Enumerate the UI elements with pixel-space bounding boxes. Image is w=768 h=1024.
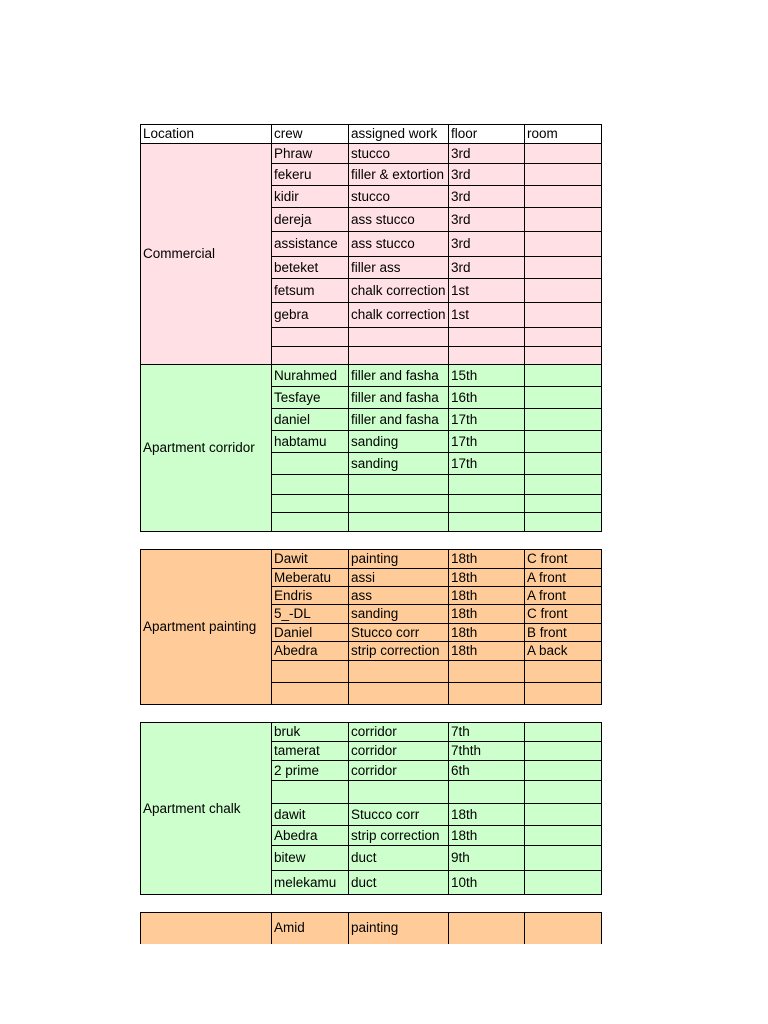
assigned-work-header: assigned work — [349, 125, 449, 144]
floor-cell: 18th — [449, 624, 525, 642]
room-cell — [525, 826, 602, 846]
assigned-work-cell: filler and fasha — [349, 387, 449, 409]
crew-cell — [272, 475, 349, 495]
crew-cell: fetsum — [272, 279, 349, 303]
floor-cell — [449, 781, 525, 804]
assigned-work-cell: filler and fasha — [349, 409, 449, 431]
floor-cell — [449, 661, 525, 683]
schedule-table-partial — [140, 912, 602, 944]
table-row — [141, 365, 602, 387]
room-cell — [525, 871, 602, 895]
crew-cell: bitew — [272, 846, 349, 871]
crew-cell: Amid — [272, 913, 349, 944]
crew-cell: Dawit — [272, 550, 349, 569]
assigned-work-cell: filler ass — [349, 257, 449, 279]
assigned-work-cell: ass — [349, 587, 449, 605]
crew-cell: Nurahmed — [272, 365, 349, 387]
crew-cell: Meberatu — [272, 569, 349, 587]
crew-cell: assistance — [272, 232, 349, 257]
floor-header: floor — [449, 125, 525, 144]
crew-cell: 2 prime — [272, 761, 349, 781]
room-cell — [525, 913, 602, 944]
crew-cell: daniel — [272, 409, 349, 431]
assigned-work-cell: corridor — [349, 742, 449, 761]
assigned-work-cell — [349, 513, 449, 532]
room-cell — [525, 495, 602, 513]
crew-cell: melekamu — [272, 871, 349, 895]
room-cell: C front — [525, 605, 602, 624]
floor-cell: 18th — [449, 605, 525, 624]
floor-cell — [449, 475, 525, 495]
floor-cell: 18th — [449, 587, 525, 605]
assigned-work-cell: sanding — [349, 605, 449, 624]
crew-cell — [272, 661, 349, 683]
room-cell: A back — [525, 642, 602, 661]
assigned-work-cell: Stucco corr — [349, 624, 449, 642]
floor-cell: 16th — [449, 387, 525, 409]
room-cell — [525, 164, 602, 186]
schedule-table-chalk — [140, 722, 602, 895]
assigned-work-cell: chalk correction — [349, 303, 449, 328]
location-header: Location — [141, 125, 272, 144]
floor-cell: 18th — [449, 804, 525, 826]
assigned-work-cell: ass stucco — [349, 232, 449, 257]
location-cell: Apartment chalk — [141, 723, 272, 895]
room-cell — [525, 661, 602, 683]
room-cell — [525, 513, 602, 532]
crew-cell: habtamu — [272, 431, 349, 453]
floor-cell: 3rd — [449, 164, 525, 186]
assigned-work-cell — [349, 683, 449, 705]
location-cell: Commercial — [141, 144, 272, 365]
room-cell — [525, 232, 602, 257]
assigned-work-cell: duct — [349, 871, 449, 895]
location-cell: Apartment corridor — [141, 365, 272, 532]
floor-cell: 18th — [449, 550, 525, 569]
assigned-work-cell: filler & extortion — [349, 164, 449, 186]
table-row — [141, 913, 602, 944]
room-cell — [525, 328, 602, 347]
schedule-table-painting — [140, 549, 602, 705]
crew-cell: dereja — [272, 208, 349, 232]
floor-cell: 10th — [449, 871, 525, 895]
floor-cell: 3rd — [449, 186, 525, 208]
crew-cell — [272, 347, 349, 365]
room-cell — [525, 279, 602, 303]
crew-cell: gebra — [272, 303, 349, 328]
assigned-work-cell: stucco — [349, 144, 449, 164]
crew-cell: 5_-DL — [272, 605, 349, 624]
room-cell — [525, 804, 602, 826]
floor-cell: 17th — [449, 431, 525, 453]
assigned-work-cell: stucco — [349, 186, 449, 208]
table-row — [141, 144, 602, 164]
crew-cell: fekeru — [272, 164, 349, 186]
room-cell — [525, 846, 602, 871]
location-cell: Apartment painting — [141, 550, 272, 705]
room-cell — [525, 409, 602, 431]
floor-cell — [449, 513, 525, 532]
floor-cell: 6th — [449, 761, 525, 781]
schedule-table-main — [140, 124, 602, 532]
assigned-work-cell: painting — [349, 913, 449, 944]
room-cell — [525, 683, 602, 705]
floor-cell: 7th — [449, 723, 525, 742]
room-cell — [525, 208, 602, 232]
floor-cell — [449, 347, 525, 365]
table-row — [141, 723, 602, 742]
room-cell — [525, 144, 602, 164]
room-cell — [525, 781, 602, 804]
room-cell — [525, 347, 602, 365]
room-header: room — [525, 125, 602, 144]
header-row — [141, 125, 602, 144]
floor-cell: 18th — [449, 826, 525, 846]
table-row — [141, 550, 602, 569]
floor-cell: 18th — [449, 569, 525, 587]
crew-cell: Endris — [272, 587, 349, 605]
floor-cell: 9th — [449, 846, 525, 871]
floor-cell: 17th — [449, 453, 525, 475]
crew-cell — [272, 683, 349, 705]
room-cell — [525, 453, 602, 475]
floor-cell: 3rd — [449, 144, 525, 164]
crew-cell: dawit — [272, 804, 349, 826]
floor-cell: 17th — [449, 409, 525, 431]
floor-cell — [449, 913, 525, 944]
crew-cell: Phraw — [272, 144, 349, 164]
assigned-work-cell: ass stucco — [349, 208, 449, 232]
room-cell — [525, 186, 602, 208]
location-cell — [141, 913, 272, 944]
crew-cell — [272, 453, 349, 475]
crew-cell: beteket — [272, 257, 349, 279]
assigned-work-cell — [349, 661, 449, 683]
room-cell — [525, 761, 602, 781]
crew-cell — [272, 495, 349, 513]
crew-cell: Abedra — [272, 642, 349, 661]
crew-cell: Daniel — [272, 624, 349, 642]
crew-cell — [272, 328, 349, 347]
crew-cell — [272, 513, 349, 532]
floor-cell: 3rd — [449, 232, 525, 257]
room-cell — [525, 742, 602, 761]
assigned-work-cell: corridor — [349, 723, 449, 742]
assigned-work-cell: strip correction — [349, 826, 449, 846]
floor-cell: 18th — [449, 642, 525, 661]
crew-cell: tamerat — [272, 742, 349, 761]
assigned-work-cell: sanding — [349, 453, 449, 475]
room-cell — [525, 257, 602, 279]
assigned-work-cell: Stucco corr — [349, 804, 449, 826]
crew-cell: Abedra — [272, 826, 349, 846]
assigned-work-cell: filler and fasha — [349, 365, 449, 387]
floor-cell — [449, 495, 525, 513]
floor-cell: 7thth — [449, 742, 525, 761]
room-cell — [525, 303, 602, 328]
room-cell: A front — [525, 587, 602, 605]
room-cell — [525, 387, 602, 409]
assigned-work-cell — [349, 495, 449, 513]
floor-cell — [449, 683, 525, 705]
room-cell — [525, 365, 602, 387]
room-cell — [525, 431, 602, 453]
crew-header: crew — [272, 125, 349, 144]
assigned-work-cell: duct — [349, 846, 449, 871]
floor-cell — [449, 328, 525, 347]
room-cell: A front — [525, 569, 602, 587]
assigned-work-cell: chalk correction — [349, 279, 449, 303]
floor-cell: 1st — [449, 303, 525, 328]
assigned-work-cell — [349, 347, 449, 365]
floor-cell: 3rd — [449, 257, 525, 279]
floor-cell: 3rd — [449, 208, 525, 232]
room-cell — [525, 723, 602, 742]
assigned-work-cell: painting — [349, 550, 449, 569]
assigned-work-cell: sanding — [349, 431, 449, 453]
room-cell: B front — [525, 624, 602, 642]
crew-cell: bruk — [272, 723, 349, 742]
assigned-work-cell — [349, 475, 449, 495]
room-cell: C front — [525, 550, 602, 569]
assigned-work-cell: strip correction — [349, 642, 449, 661]
crew-cell: kidir — [272, 186, 349, 208]
floor-cell: 1st — [449, 279, 525, 303]
assigned-work-cell: corridor — [349, 761, 449, 781]
assigned-work-cell — [349, 328, 449, 347]
assigned-work-cell — [349, 781, 449, 804]
crew-cell: Tesfaye — [272, 387, 349, 409]
crew-cell — [272, 781, 349, 804]
room-cell — [525, 475, 602, 495]
assigned-work-cell: assi — [349, 569, 449, 587]
floor-cell: 15th — [449, 365, 525, 387]
